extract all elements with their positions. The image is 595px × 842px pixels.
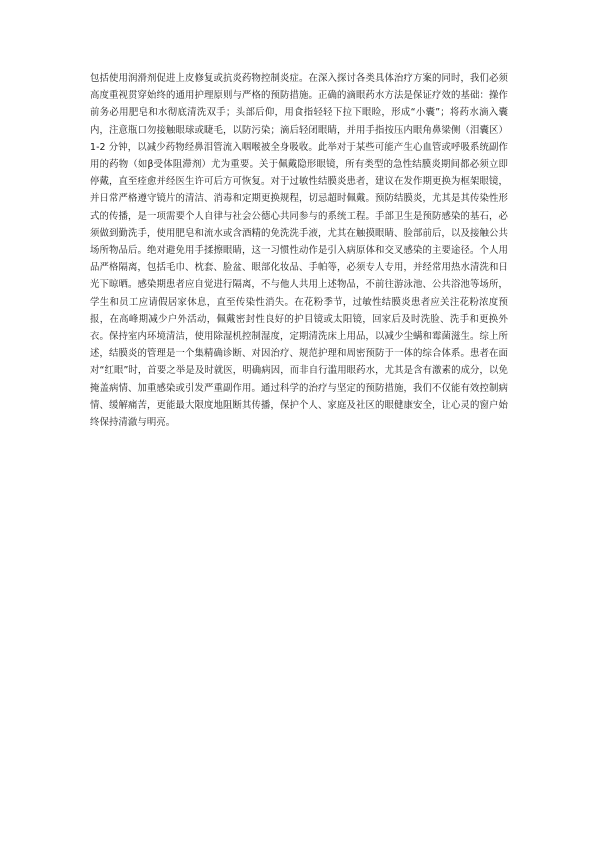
body-paragraph: 包括使用润滑剂促进上皮修复或抗炎药物控制炎症。在深入探讨各类具体治疗方案的同时，我们必须高度重视贯穿始终的通用护理原则与严格的预防措施。正确的滴眼药水方法是保证疗效的基础：操作前务必用肥皂和水彻底清洗双手；头部后仰，用食指轻轻下拉下眼睑，形成“小囊”；将药水滴入囊内，注意瓶口勿接触眼球或睫毛，以防污染；滴后轻闭眼睛，并用手指按压内眼角鼻梁侧（泪囊区）1-2 分钟，以减少药物经鼻泪管流入咽喉被全身吸收。此举对于某些可能产生心血管或呼吸系统副作用的药物（如β受体阻滞剂）尤为重要。关于佩戴隐形眼镜，所有类型的急性结膜炎期间都必须立即停戴，直至痊愈并经医生许可后方可恢复。对于过敏性结膜炎患者，建议在发作期更换为框架眼镜，并日常严格遵守镜片的清洁、消毒和定期更换规程，切忌超时佩戴。预防结膜炎，尤其是其传染性形式的传播，是一项需要个人自律与社会公德心共同参与的系统工程。手部卫生是预防感染的基石，必须做到勤洗手，使用肥皂和流水或含酒精的免洗洗手液，尤其在触摸眼睛、脸部前后，以及接触公共场所物品后。绝对避免用手揉擦眼睛，这一习惯性动作是引入病原体和交叉感染的主要途径。个人用品严格隔离，包括毛巾、枕套、脸盆、眼部化妆品、手帕等，必须专人专用，并经常用热水清洗和日光下晾晒。感染期患者应自觉进行隔离，不与他人共用上述物品，不前往游泳池、公共浴池等场所，学生和员工应请假居家休息，直至传染性消失。在花粉季节，过敏性结膜炎患者应关注花粉浓度预报，在高峰期减少户外活动，佩戴密封性良好的护目镜或太阳镜，回家后及时洗脸、洗手和更换外衣。保持室内环境清洁，使用除湿机控制湿度，定期清洗床上用品，以减少尘螨和霉菌滋生。综上所述，结膜炎的管理是一个集精确诊断、对因治疗、规范护理和周密预防于一体的综合体系。患者在面对“红眼”时，首要之举是及时就医，明确病因，而非自行滥用眼药水，尤其是含有激素的成分，以免掩盖病情、加重感染或引发严重副作用。通过科学的治疗与坚定的预防措施，我们不仅能有效控制病情、缓解痛苦，更能最大限度地阻断其传播，保护个人、家庭及社区的眼健康安全，让心灵的窗户始终保持清澈与明亮。 (90, 73, 508, 429)
